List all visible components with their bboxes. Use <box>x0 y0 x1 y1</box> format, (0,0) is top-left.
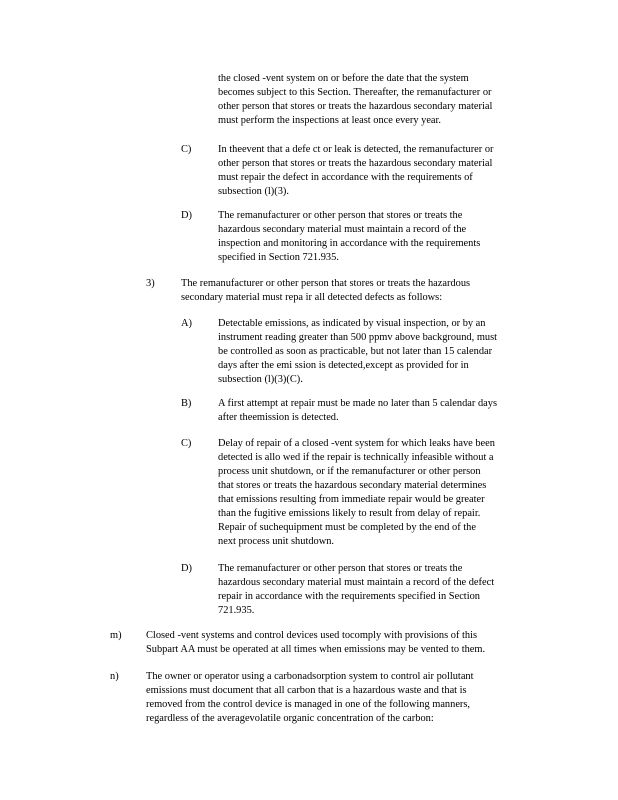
text-line: Delay of repair of a closed -vent system for which leaks have been <box>218 438 495 449</box>
text-line: secondary material must repa ir all detected defects as follows: <box>181 292 443 303</box>
text-line: inspection and monitoring in accordance with the requirements <box>218 238 481 249</box>
item-b-first-attempt <box>218 397 536 425</box>
item-d-inspection-record <box>218 209 536 265</box>
text-line: be controlled as soon as practicable, but not later than 15 calendar <box>218 346 493 357</box>
text-line: other person that stores or treats the hazardous secondary material <box>218 158 493 169</box>
text-line: hazardous secondary material must maintain a record of the <box>218 224 467 235</box>
text-line: repair in accordance with the requirements specified in Section <box>218 591 480 602</box>
item-label: B) <box>181 398 192 409</box>
item-c-delay-of-repair <box>218 437 536 549</box>
text-line: subsection (l)(3)(C). <box>218 374 303 385</box>
text-line: specified in Section 721.935. <box>218 252 339 263</box>
text-line: hazardous secondary material must maintain a record of the defect <box>218 577 495 588</box>
item-label: m) <box>110 630 122 641</box>
item-3-repair-defects <box>181 277 536 305</box>
text-line: The owner or operator using a carbonadsorption system to control air pollutant <box>146 671 474 682</box>
text-line: instrument reading greater than 500 ppmv above background, must <box>218 332 498 343</box>
text-line: regardless of the averagevolatile organic concentration of the carbon: <box>146 713 434 724</box>
text-line: the closed -vent system on or before the date that the system <box>218 73 469 84</box>
item-label: D) <box>181 563 192 574</box>
text-line: that emissions resulting from immediate repair would be greater <box>218 494 485 505</box>
text-line: removed from the control device is managed in one of the following manners, <box>146 699 471 710</box>
text-line: must repair the defect in accordance with the requirements of <box>218 172 473 183</box>
text-line: The remanufacturer or other person that stores or treats the <box>218 210 463 221</box>
text-line: becomes subject to this Section. Thereafter, the remanufacturer or <box>218 87 492 98</box>
text-line: Subpart AA must be operated at all times when emissions may be vented to them. <box>146 644 486 655</box>
text-line: 721.935. <box>218 605 255 616</box>
text-line: detected is allo wed if the repair is technically infeasible without a <box>218 452 494 463</box>
item-label: C) <box>181 144 192 155</box>
continuation-paragraph <box>218 72 536 128</box>
text-line: days after the emi ssion is detected,except as provided for in <box>218 360 469 371</box>
item-a-detectable-emissions <box>218 317 536 387</box>
text-line: process unit shutdown, or if the remanufacturer or other person <box>218 466 481 477</box>
text-line: next process unit shutdown. <box>218 536 335 547</box>
item-m-closed-vent-operation <box>146 629 536 657</box>
text-line: Closed -vent systems and control devices used tocomply with provisions of this <box>146 630 478 641</box>
text-line: must perform the inspections at least once every year. <box>218 115 442 126</box>
text-line: A first attempt at repair must be made no later than 5 calendar days <box>218 398 498 409</box>
text-line: after theemission is detected. <box>218 412 339 423</box>
text-line: that stores or treats the hazardous secondary material determines <box>218 480 487 491</box>
item-label: n) <box>110 671 119 682</box>
text-line: Detectable emissions, as indicated by visual inspection, or by an <box>218 318 486 329</box>
item-c-defect-repair <box>218 143 536 199</box>
text-line: Repair of suchequipment must be completed by the end of the <box>218 522 476 533</box>
item-label: C) <box>181 438 192 449</box>
text-line: In theevent that a defe ct or leak is detected, the remanufacturer or <box>218 144 494 155</box>
text-line: than the fugitive emissions likely to result from delay of repair. <box>218 508 481 519</box>
text-line: subsection (l)(3). <box>218 186 289 197</box>
text-line: emissions must document that all carbon that is a hazardous waste and that is <box>146 685 467 696</box>
item-d-repair-record <box>218 562 536 618</box>
item-label: 3) <box>146 278 155 289</box>
text-line: The remanufacturer or other person that stores or treats the <box>218 563 463 574</box>
item-label: A) <box>181 318 192 329</box>
text-line: other person that stores or treats the hazardous secondary material <box>218 101 493 112</box>
item-label: D) <box>181 210 192 221</box>
text-line: The remanufacturer or other person that stores or treats the hazardous <box>181 278 471 289</box>
item-n-carbon-adsorption <box>146 670 536 726</box>
